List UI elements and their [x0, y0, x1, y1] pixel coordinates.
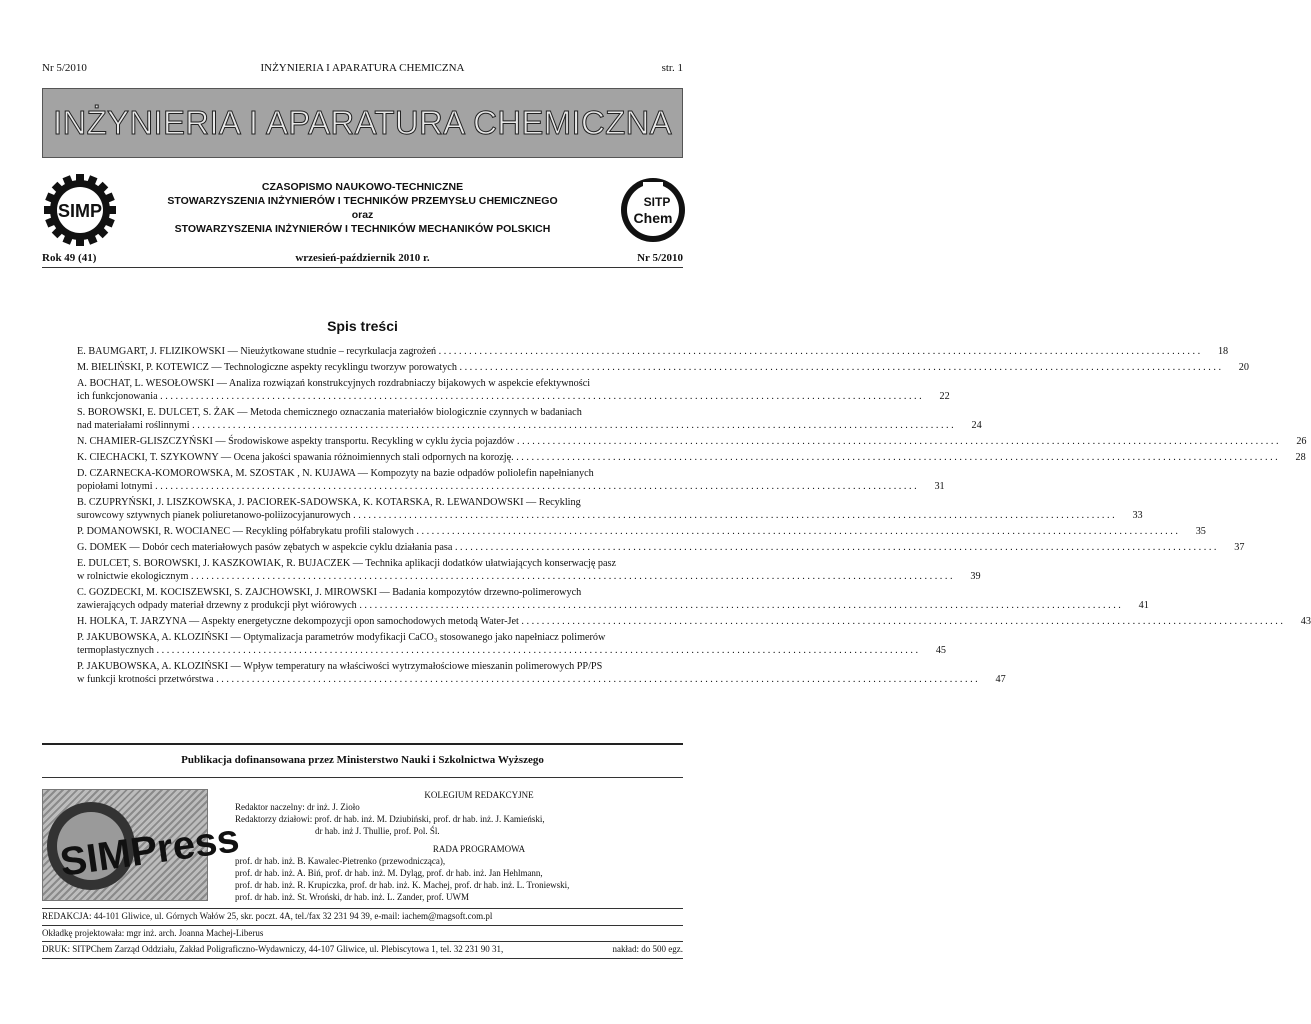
toc-page-number: 18 [1217, 346, 1229, 357]
toc-page-number: 20 [1238, 362, 1249, 373]
toc-entry-text: K. CIECHACKI, T. SZYKOWNY — Ocena jakości spawania różnoimiennych stali odpornych na korozję. . . . [77, 451, 1278, 464]
simpress-logo [42, 789, 242, 901]
toc-page-number: 47 [995, 674, 1006, 685]
redakcja-address: REDAKCJA: 44-101 Gliwice, ul. Górnych Wałów 25, skr. poczt. 4A, tel./fax 32 231 94 39, e-mail: iachem@magsoft.com.pl [42, 911, 493, 921]
issue-date: wrzesień-październik 2010 r. [295, 252, 430, 264]
toc-entry-text: w rolnictwie ekologicznym . . . [77, 570, 953, 583]
toc-page-number: 45 [935, 645, 947, 656]
toc-entry-text: D. CZARNECKA-KOMOROWSKA, M. SZOSTAK , N. KUJAWA — Kompozyty na bazie odpadów poliolefin napełnianych [77, 468, 594, 479]
kolegium-line: dr hab. inż J. Thullie, prof. Pol. Śl. [315, 826, 440, 836]
toc-entry-text: C. GOZDECKI, M. KOCISZEWSKI, S. ZAJCHOWSKI, J. MIROWSKI — Badania kompozytów drzewno-polimerowych [77, 587, 582, 598]
rada-title: RADA PROGRAMOWA [432, 844, 526, 854]
header-right: str. 1 [661, 62, 683, 74]
toc-entry-text: P. JAKUBOWSKA, A. KLOZIŃSKI — Wpływ temperatury na właściwości wytrzymałościowe mieszanin polimerowych PP/PS [77, 661, 603, 672]
toc-entry-text: zawierających odpady materiał drzewny z produkcji płyt wiórowych . . . [77, 599, 1121, 612]
toc-entry [77, 586, 1149, 612]
toc-entry [77, 660, 1006, 686]
toc-page-number: 37 [1234, 542, 1245, 553]
toc-entry-text: P. JAKUBOWSKA, A. KLOZIŃSKI — Optymalizacja parametrów modyfikacji CaCO₃ stosowanego jako napełniacz polimerów [77, 632, 606, 643]
rada-line: prof. dr hab. inż. R. Krupiczka, prof. dr hab. inż. K. Machej, prof. dr hab. inż. L. Troniewski, [235, 880, 570, 890]
simpress-logo-text: SIMPress [57, 816, 242, 885]
toc-entry-text: w funkcji krotności przetwórstwa . . . [77, 673, 978, 686]
toc-entry [77, 541, 1245, 554]
toc-entry-text: nad materiałami roślinnymi . . . [77, 419, 954, 432]
toc-page-number: 31 [934, 481, 945, 492]
toc-entry-text: A. BOCHAT, L. WESOŁOWSKI — Analiza rozwiązań konstrukcyjnych rozdrabniaczy bijakowych w aspekcie efektywności [77, 378, 591, 389]
cover-designer: Okładkę projektowała: mgr inż. arch. Joanna Machej-Liberus [42, 928, 264, 938]
divider [42, 908, 683, 909]
toc-page-number: 39 [970, 571, 981, 582]
divider [42, 743, 683, 745]
toc-entry [77, 557, 981, 583]
toc-entry-text: termoplastycznych . . . [77, 644, 918, 657]
toc-entry-text: P. DOMANOWSKI, R. WOCIANEC — Recykling półfabrykatu profili stalowych . . . [77, 525, 1178, 538]
toc-entry [77, 467, 945, 493]
toc-entry [77, 631, 947, 657]
toc-entry [77, 451, 1306, 464]
simp-logo [42, 172, 118, 248]
header-left: Nr 5/2010 [42, 62, 87, 74]
divider [42, 777, 683, 778]
toc-entry-text: G. DOMEK — Dobór cech materiałowych pasów zębatych w aspekcie cyklu działania pasa . . . [77, 541, 1216, 554]
simp-logo-text: SIMP [57, 201, 103, 221]
kolegium-line: Redaktor naczelny: dr inż. J. Zioło [235, 802, 360, 812]
toc-entry [77, 361, 1249, 374]
masthead-line: STOWARZYSZENIA INŻYNIERÓW I TECHNIKÓW PRZEMYSŁU CHEMICZNEGO [167, 195, 558, 207]
journal-title-banner [42, 88, 683, 158]
toc-page-number: 33 [1132, 510, 1143, 521]
kolegium-redakcyjne [215, 789, 683, 837]
divider [42, 941, 683, 942]
masthead-line: oraz [351, 209, 374, 221]
toc-entry-text: B. CZUPRYŃSKI, J. LISZKOWSKA, J. PACIOREK-SADOWSKA, K. KOTARSKA, R. LEWANDOWSKI — Recykling [77, 497, 581, 508]
kolegium-line: Redaktorzy działowi: prof. dr hab. inż. M. Dziubiński, prof. dr hab. inż. J. Kamieński, [235, 814, 545, 824]
header-center: INŻYNIERIA I APARATURA CHEMICZNA [260, 62, 465, 74]
issue-year: Rok 49 (41) [42, 252, 97, 264]
sitp-chem-logo [617, 174, 689, 246]
toc-entry [77, 496, 1143, 522]
journal-title: INŻYNIERIA I APARATURA CHEMICZNA [53, 104, 672, 141]
toc-entry [77, 406, 982, 432]
rada-line: prof. dr hab. inż. B. Kawalec-Pietrenko (przewodnicząca), [235, 856, 446, 866]
issue-number: Nr 5/2010 [637, 252, 683, 264]
toc-page-number: 26 [1296, 436, 1307, 447]
rada-programowa [235, 843, 683, 903]
chem-logo-text: Chem [633, 210, 673, 226]
divider [42, 958, 683, 959]
toc-page-number: 41 [1138, 600, 1149, 611]
toc-entry-text: S. BOROWSKI, E. DULCET, S. ŻAK — Metoda chemicznego oznaczania materiałów biologicznie czynnych w badaniach [77, 407, 582, 418]
toc-entry-text: M. BIELIŃSKI, P. KOTEWICZ — Technologiczne aspekty recyklingu tworzyw porowatych . . . [77, 361, 1221, 374]
toc-title: Spis treści [327, 318, 398, 334]
rada-line: prof. dr hab. inż. A. Biń, prof. dr hab. inż. M. Dyląg, prof. dr hab. inż. Jan Hehlmann, [235, 868, 543, 878]
toc-entry [77, 615, 1311, 628]
toc-entry-text: H. HOLKA, T. JARZYNA — Aspekty energetyczne dekompozycji opon samochodowych metodą Water-Jet . . . [77, 615, 1283, 628]
toc-page-number: 24 [971, 420, 982, 431]
toc-entry [77, 345, 1229, 358]
toc-page-number: 35 [1195, 526, 1206, 537]
publication-note: Publikacja dofinansowana przez Ministerstwo Nauki i Szkolnictwa Wyższego [181, 754, 544, 766]
sitp-logo-text: SITP [643, 195, 671, 209]
print-run: nakład: do 500 egz. [612, 944, 683, 954]
divider [42, 267, 683, 268]
divider [42, 925, 683, 926]
kolegium-title: KOLEGIUM REDAKCYJNE [424, 790, 534, 800]
toc-page-number: 22 [939, 391, 950, 402]
toc-page-number: 43 [1300, 616, 1311, 627]
masthead-line: STOWARZYSZENIA INŻYNIERÓW I TECHNIKÓW MECHANIKÓW POLSKICH [174, 223, 551, 235]
toc-entry [77, 377, 950, 403]
toc-entry [77, 435, 1307, 448]
toc-page-number: 28 [1295, 452, 1306, 463]
table-of-contents [77, 345, 1311, 689]
toc-entry-text: popiołami lotnymi . . . [77, 480, 917, 493]
rada-line: prof. dr hab. inż. St. Wroński, dr hab. inż. L. Zander, prof. UWM [235, 892, 470, 902]
toc-entry-text: E. BAUMGART, J. FLIZIKOWSKI — Nieużytkowane studnie – recyrkulacja zagrożeń . . . [77, 345, 1200, 358]
toc-entry-text: ich funkcjonowania . . . [77, 390, 922, 403]
masthead-line: CZASOPISMO NAUKOWO-TECHNICZNE [261, 181, 464, 193]
toc-entry-text: E. DULCET, S. BOROWSKI, J. KASZKOWIAK, R. BUJACZEK — Technika aplikacji dodatków ułatwiających konserwację pasz [77, 558, 617, 569]
toc-entry-text: N. CHAMIER-GLISZCZYŃSKI — Środowiskowe aspekty transportu. Recykling w cyklu życia pojazdów . . . [77, 435, 1279, 448]
masthead [150, 180, 575, 236]
toc-entry [77, 525, 1206, 538]
toc-entry-text: surowcowy sztywnych pianek poliuretanowo-poliizocyjanurowych . . . [77, 509, 1115, 522]
print-info: DRUK: SITPChem Zarząd Oddziału, Zakład Poligraficzno-Wydawniczy, 44-107 Gliwice, ul. Plebiscytowa 1, tel. 32 231 90 31, [42, 944, 504, 954]
